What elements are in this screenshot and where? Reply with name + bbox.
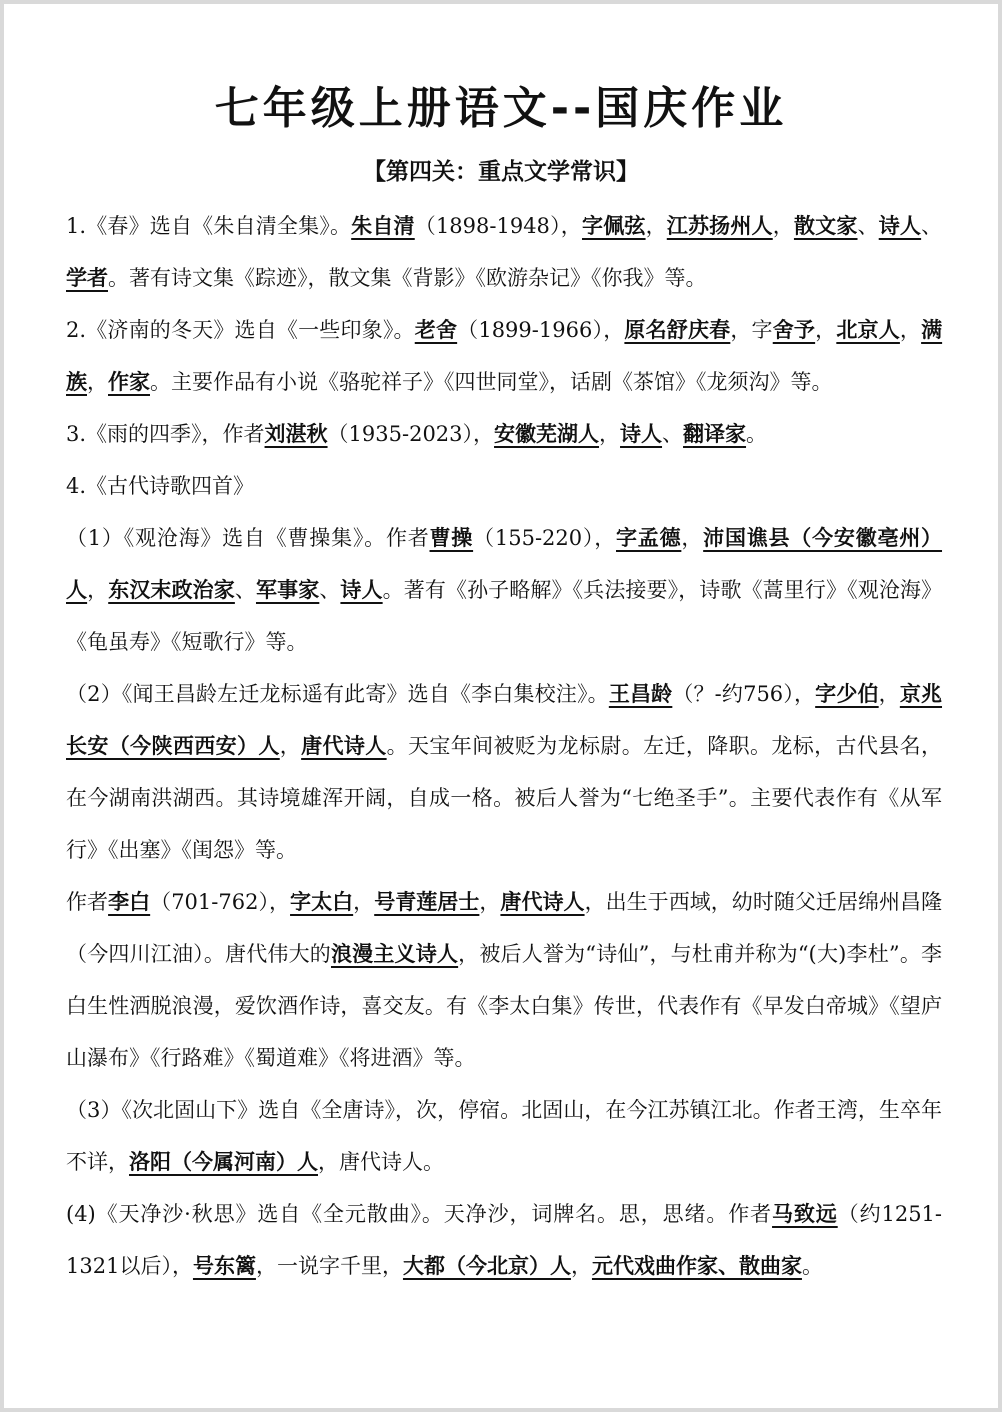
paragraph bbox=[66, 876, 942, 1084]
text-segment: （？-约756）， bbox=[672, 682, 816, 706]
text-segment: （约1251-1321以后）， bbox=[66, 1202, 943, 1278]
document-body bbox=[66, 200, 942, 1292]
text-segment: （1898-1948）， bbox=[414, 214, 582, 238]
key-term: 老舍 bbox=[414, 317, 458, 342]
text-segment: 2.《济南的冬天》选自《一些印象》。 bbox=[66, 318, 415, 342]
key-term: 军事家 bbox=[255, 577, 320, 602]
text-segment: 1.《春》选自《朱自清全集》。 bbox=[66, 214, 352, 238]
text-segment: 。主要作品有小说《骆驼祥子》《四世同堂》，话剧《茶馆》《龙须沟》等。 bbox=[150, 370, 833, 394]
key-term: 翻译家 bbox=[683, 421, 747, 446]
text-segment: （2）《闻王昌龄左迁龙标遥有此寄》选自《李白集校注》。 bbox=[66, 682, 609, 706]
key-term: 北京人 bbox=[836, 317, 900, 342]
key-term: 字太白 bbox=[290, 889, 354, 914]
paragraph bbox=[66, 1084, 942, 1188]
key-term: 号青莲居士 bbox=[374, 889, 480, 914]
key-term: 马致远 bbox=[772, 1201, 838, 1226]
key-term: 江苏扬州人 bbox=[666, 213, 773, 238]
document-page bbox=[4, 4, 998, 1408]
text-segment: ， bbox=[479, 890, 501, 914]
text-segment: ， bbox=[645, 214, 667, 238]
key-term: 字孟德 bbox=[616, 525, 682, 550]
key-term: 学者 bbox=[66, 265, 108, 290]
key-term: 李白 bbox=[108, 889, 151, 914]
section-title: 【第四关：重点文学常识】 bbox=[363, 159, 639, 185]
text-segment: ， bbox=[681, 526, 704, 550]
key-term: 散文家 bbox=[793, 213, 858, 238]
text-segment: 。著有《孙子略解》《兵法接要》，诗歌《蒿里行》《观沧海》《龟虽寿》《短歌行》等。 bbox=[66, 578, 943, 654]
text-segment: ，被后人誉为“诗仙”，与杜甫并称为“(大)李杜”。李白生性洒脱浪漫，爱饮酒作诗，喜交友。有《李太白集》传世，代表作有《早发白帝城》《望庐山瀑布》《行路难》《蜀道难》《将进酒》等。 bbox=[66, 942, 943, 1070]
text-segment: ，一说字千里， bbox=[255, 1254, 403, 1278]
paragraph bbox=[66, 200, 942, 304]
paragraph bbox=[66, 460, 942, 512]
key-term: 诗人 bbox=[878, 213, 922, 238]
key-term: 舍予 bbox=[772, 317, 816, 342]
text-segment: （1935-2023）， bbox=[327, 422, 495, 446]
text-segment: (4)《天净沙·秋思》选自《全元散曲》。天净沙，词牌名。思，思绪。作者 bbox=[66, 1202, 773, 1226]
paragraph bbox=[66, 1188, 942, 1292]
text-segment: ， bbox=[815, 318, 837, 342]
text-segment: 3.《雨的四季》，作者 bbox=[66, 422, 265, 446]
text-segment: （155-220）， bbox=[473, 526, 616, 550]
key-term: 大都（今北京）人 bbox=[402, 1253, 571, 1278]
text-segment: 作者 bbox=[66, 890, 109, 914]
text-segment: ， bbox=[279, 734, 302, 758]
text-segment: ， bbox=[87, 370, 108, 394]
key-term: 浪漫主义诗人 bbox=[330, 941, 459, 966]
text-segment: 、 bbox=[921, 214, 943, 238]
key-term: 字少伯 bbox=[815, 681, 879, 706]
key-term: 沛国谯县（今安徽亳州）人 bbox=[66, 525, 943, 602]
key-term: 原名舒庆春 bbox=[624, 317, 731, 342]
text-segment: （3）《次北固山下》选自《全唐诗》，次，停宿。北固山，在今江苏镇江北。作者王湾，生卒年不详， bbox=[66, 1098, 942, 1174]
key-term: 曹操 bbox=[429, 525, 474, 550]
text-segment: 、 bbox=[857, 214, 879, 238]
key-term: 东汉末政治家 bbox=[108, 577, 235, 602]
key-term: 作家 bbox=[108, 369, 150, 394]
page-title: 七年级上册语文--国庆作业 bbox=[214, 83, 788, 134]
text-segment: ， bbox=[878, 682, 900, 706]
text-segment: ， bbox=[772, 214, 794, 238]
text-segment: ，字 bbox=[730, 318, 773, 342]
key-term: 朱自清 bbox=[351, 213, 415, 238]
text-segment: ，唐代诗人。 bbox=[318, 1150, 444, 1174]
text-segment: 、 bbox=[662, 422, 684, 446]
key-term: 诗人 bbox=[340, 577, 383, 602]
text-segment: 。著有诗文集《踪迹》，散文集《背影》《欧游杂记》《你我》等。 bbox=[108, 266, 707, 290]
text-segment: ， bbox=[353, 890, 375, 914]
key-term: 京兆长安（今陕西西安）人 bbox=[66, 681, 943, 758]
key-term: 安徽芜湖人 bbox=[494, 421, 600, 446]
text-segment: （1899-1966）， bbox=[457, 318, 625, 342]
paragraph bbox=[66, 668, 942, 876]
text-segment: ， bbox=[570, 1254, 592, 1278]
text-segment: 。天宝年间被贬为龙标尉。左迁，降职。龙标，古代县名，在今湖南洪湖西。其诗境雄浑开阔，自成一格。被后人誉为“七绝圣手”。主要代表作有《从军行》《出塞》《闺怨》等。 bbox=[66, 734, 942, 862]
paragraph bbox=[66, 408, 942, 460]
text-segment: ， bbox=[599, 422, 621, 446]
key-term: 王昌龄 bbox=[608, 681, 673, 706]
text-segment: 4.《古代诗歌四首》 bbox=[66, 474, 255, 498]
key-term: 洛阳（今属河南）人 bbox=[129, 1149, 318, 1174]
key-term: 诗人 bbox=[620, 421, 663, 446]
text-segment: （701-762）， bbox=[150, 890, 291, 914]
key-term: 元代戏曲作家、散曲家 bbox=[591, 1253, 802, 1278]
text-segment: 。 bbox=[801, 1254, 823, 1278]
text-segment: 、 bbox=[234, 578, 256, 602]
text-segment: ， bbox=[87, 578, 109, 602]
key-term: 唐代诗人 bbox=[500, 889, 585, 914]
paragraph bbox=[66, 512, 942, 668]
key-term: 刘湛秋 bbox=[264, 421, 328, 446]
text-segment: 、 bbox=[319, 578, 341, 602]
key-term: 字佩弦 bbox=[582, 213, 646, 238]
key-term: 号东篱 bbox=[192, 1253, 256, 1278]
key-term: 满族 bbox=[66, 317, 943, 394]
paragraph bbox=[66, 304, 942, 408]
key-term: 唐代诗人 bbox=[301, 733, 387, 758]
text-segment: 。 bbox=[746, 422, 768, 446]
text-segment: （1）《观沧海》选自《曹操集》。作者 bbox=[66, 526, 430, 550]
text-segment: ， bbox=[899, 318, 922, 342]
text-segment: ，出生于西域，幼时随父迁居绵州昌隆（今四川江油）。唐代伟大的 bbox=[66, 890, 943, 966]
